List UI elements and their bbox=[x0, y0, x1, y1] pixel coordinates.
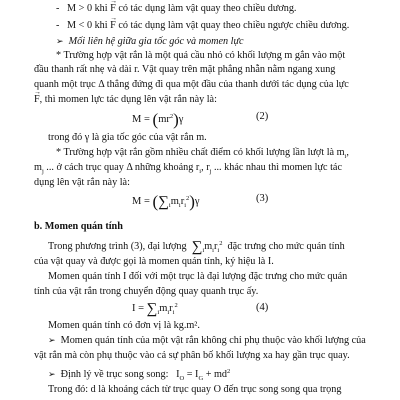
equation-number-2: (2) bbox=[256, 111, 269, 122]
parallel-axis-equation: $I_O = I_G + md^2$ bbox=[176, 368, 231, 382]
equation-2: $M = (mr^2)\gamma$ bbox=[132, 110, 184, 129]
equation-3: $M = (\sum_im_ir_i^2)\gamma$ bbox=[132, 192, 200, 211]
summation-symbol: ∑ bbox=[146, 301, 158, 317]
text-line-16: Momen quán tính có đơn vị là kg.m². bbox=[48, 320, 200, 331]
subheading-relation: ➢ Mối liên hệ giữa gia tốc góc và momen lực bbox=[56, 36, 244, 47]
text-line-10: $m_j$ ... ở cách trục quay Δ những khoảng $r_i$, $r_j$ ... khác nhau thì momen lực tác bbox=[34, 162, 342, 175]
equation-number-4: (4) bbox=[256, 302, 269, 313]
text-line-7: → F, thì momen lực tác dụng lên vật rắn này là: bbox=[34, 94, 217, 106]
text-line-13: của vật quay và được gọi là momen quán tính, ký hiệu là I. bbox=[34, 256, 274, 267]
section-heading-b: b. Momen quán tính bbox=[34, 221, 123, 232]
force-vector-symbol: → F bbox=[34, 94, 40, 106]
text-line-11: dụng lên vật rắn này là: bbox=[34, 177, 130, 188]
text-line-4: * Trường hợp vật rắn là một quả cầu nhỏ có khối lượng m gắn vào một bbox=[56, 50, 346, 61]
text-line-14: Momen quán tính I đối với một trục là đại lượng đặc trưng cho mức quán bbox=[48, 271, 348, 282]
text-line-9: * Trường hợp vật rắn gồm nhiều chất điểm có khối lượng lần lượt là $m_i$, bbox=[56, 147, 349, 160]
text-line-1: - M > 0 khi → F có tác dụng làm vật quay theo chiều dương. bbox=[56, 3, 296, 15]
text-line-8: trong đó γ là gia tốc góc của vật rắn m. bbox=[48, 132, 207, 143]
equation-4: $I = \sum_im_ir_i^2$ bbox=[132, 301, 178, 317]
summation-symbol: ∑ bbox=[158, 194, 169, 210]
text-line-5: đầu thanh rất nhẹ và dài r. Vật quay trên mặt phẳng nhẵn nằm ngang xung bbox=[34, 64, 336, 75]
text-line-19: ➢ Định lý về trục song song: $I_O = I_G + md^2$ bbox=[48, 368, 231, 382]
dash-bullet: - bbox=[56, 20, 60, 31]
text-line-15: tính của vật rắn trong chuyển động quay quanh trục ấy. bbox=[34, 286, 259, 297]
arrow-bullet-icon: ➢ bbox=[56, 37, 64, 47]
force-vector-symbol: → F bbox=[110, 3, 116, 15]
arrow-bullet-icon: ➢ bbox=[48, 370, 56, 380]
dash-bullet: - bbox=[56, 3, 60, 14]
text-line-20: Trong đó: d là khoảng cách từ trục quay O đến trục song song qua trọng bbox=[48, 384, 342, 395]
arrow-bullet-icon: ➢ bbox=[48, 336, 56, 346]
text-line-18: vật rắn mà còn phụ thuộc vào cả sự phân bố khối lượng xa hay gần trục quay. bbox=[34, 350, 350, 361]
summation-symbol: ∑ bbox=[191, 239, 203, 255]
equation-number-3: (3) bbox=[256, 193, 269, 204]
text-line-12: Trong phương trình (3), đại lượng $\sum_im_ir_i^2$ đặc trưng cho mức quán tính bbox=[48, 239, 345, 255]
text-line-2: - M < 0 khi → F có tác dụng làm vật quay theo chiều ngược chiều dương. bbox=[56, 20, 349, 32]
text-line-6: quanh một trục Δ thẳng đứng đi qua một đầu của thanh dưới tác dụng của lực bbox=[34, 79, 349, 90]
force-vector-symbol: → F bbox=[110, 20, 116, 32]
text-line-17: ➢ Momen quán tính của một vật rắn không chỉ phụ thuộc vào khối lượng của bbox=[48, 335, 366, 346]
